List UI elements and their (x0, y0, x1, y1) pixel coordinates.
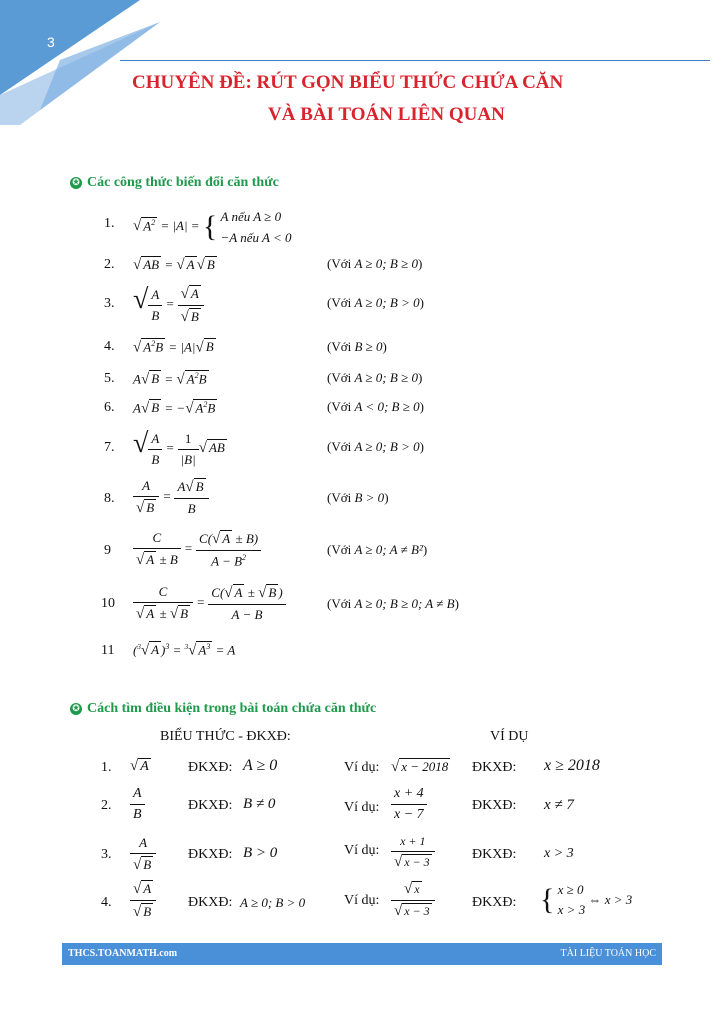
condition-6: (Với A < 0; B ≥ 0) (327, 399, 424, 414)
formula-4: √ $A^2B = |A|√$ B (133, 339, 214, 356)
footer-site-link[interactable]: THCS.TOANMATH.com (68, 948, 178, 959)
row-num: 2. (101, 798, 112, 813)
row-num: 3. (101, 847, 112, 862)
page-number: 3 (47, 34, 55, 50)
formula-num: 1. (104, 216, 115, 231)
condition-10: (Với A ≥ 0; B ≥ 0; A ≠ B) (327, 596, 459, 611)
formula-8: $\frac{A}{√ B}$ = $\frac{A√ B}{B}$ (133, 478, 209, 517)
condition-8: (Với B > 0) (327, 490, 389, 505)
expr-2: $\frac{A}{B}$ (130, 786, 145, 823)
dkxd-label: ĐKXĐ: (472, 760, 517, 775)
dkxd-2: B ≠ 0 (243, 796, 276, 812)
formula-9: $\frac{C}{√ A \pm B}$ = $\frac{C(√ A \pm B)}{A - B^2}$ (133, 530, 261, 569)
column-header-expression: BIỂU THỨC - ĐKXĐ: (160, 729, 291, 744)
dkxd-3: B > 0 (243, 845, 278, 861)
formula-num: 10 (101, 596, 115, 611)
condition-9: (Với A ≥ 0; A ≠ B²) (327, 542, 428, 557)
formula-num: 6. (104, 400, 115, 415)
dkxd-1: A ≥ 0 (243, 757, 278, 774)
case-positive: A nếu A ≥ 0 (220, 209, 282, 224)
dkxd-label: ĐKXĐ: (188, 760, 233, 775)
formula-7: √ $\frac{A}{B}$ = $\frac{1}{|B|}$ √ AB (133, 428, 225, 467)
section2-title: Cách tìm điều kiện trong bài toán chứa căn thức (87, 701, 377, 716)
formula-6: A√ B = −√ $A^2B$ (133, 400, 216, 417)
example-2: $\frac{x + 4}{x - 7}$ (391, 786, 427, 823)
condition-7: (Với A ≥ 0; B > 0) (327, 439, 424, 454)
formula-num: 9 (104, 543, 111, 558)
expr-3: $\frac{A}{√ B}$ (130, 835, 156, 874)
dkxd-label: ĐKXĐ: (472, 847, 517, 862)
example-label: Ví dụ: (344, 800, 380, 815)
example-label: Ví dụ: (344, 893, 380, 908)
example-4: $\frac{√ x}{√ x - 3}$ (391, 881, 435, 920)
formula-11: ($^3$√ A )$^3$ = $^3$√ $A^3 = A$ (133, 642, 236, 659)
dkxd-label: ĐKXĐ: (188, 895, 233, 910)
formula-num: 8. (104, 491, 115, 506)
example-label: Ví dụ: (344, 760, 380, 775)
formula-num: 3. (104, 296, 115, 311)
formula-5: A√ B = √ $A^2B$ (133, 371, 207, 388)
formula-num: 7. (104, 440, 115, 455)
dkxd-label: ĐKXĐ: (472, 895, 517, 910)
formula-num: 4. (104, 339, 115, 354)
footer-bar (62, 943, 662, 965)
footer-tagline: TÀI LIỆU TOÁN HỌC (560, 948, 656, 959)
formula-2: √ AB = √ A √ B (133, 257, 215, 273)
bullet-icon: ✪ (70, 177, 82, 189)
section2-heading (70, 701, 376, 717)
example-dkxd-4: { x ≥ 0 x > 3 ⇔ x > 3 (540, 882, 633, 917)
condition-5: (Với A ≥ 0; B ≥ 0) (327, 370, 423, 385)
dkxd-4: A ≥ 0; B > 0 (240, 895, 306, 910)
row-num: 1. (101, 760, 112, 775)
row-num: 4. (101, 895, 112, 910)
header-rule (120, 60, 710, 61)
condition-3: (Với A ≥ 0; B > 0) (327, 295, 424, 310)
page-title-line1: CHUYÊN ĐỀ: RÚT GỌN BIỂU THỨC CHỨA CĂN (132, 72, 564, 93)
dkxd-label: ĐKXĐ: (188, 847, 233, 862)
expr-1: √ A (130, 758, 149, 774)
section1-heading (70, 175, 279, 191)
case-negative: −A nếu A < 0 (220, 230, 292, 245)
corner-decoration (0, 0, 170, 125)
example-3: $\frac{x + 1}{√ x - 3}$ (391, 834, 435, 871)
formula-1: √ $A^2 = |A|$ = { A nếu A ≥ 0 −A nếu A < 0 (133, 209, 292, 245)
example-label: Ví dụ: (344, 843, 380, 858)
formula-num: 2. (104, 257, 115, 272)
example-dkxd-1: x ≥ 2018 (544, 757, 600, 774)
section1-title: Các công thức biến đổi căn thức (87, 175, 279, 190)
formula-num: 11 (101, 643, 115, 658)
page-title-line2: VÀ BÀI TOÁN LIÊN QUAN (268, 104, 505, 125)
bullet-icon: ✪ (70, 703, 82, 715)
formula-3: √ $\frac{A}{B}$ = $\frac{√ A}{√ B}$ (133, 284, 204, 326)
condition-2: (Với A ≥ 0; B ≥ 0) (327, 256, 423, 271)
example-dkxd-2: x ≠ 7 (544, 797, 574, 813)
condition-4: (Với B ≥ 0) (327, 339, 387, 354)
formula-10: $\frac{C}{√ A \pm √ B}$ = $\frac{C(√ A \pm √ B )}{A - B}$ (133, 584, 286, 623)
example-dkxd-3: x > 3 (544, 846, 574, 861)
formula-num: 5. (104, 371, 115, 386)
column-header-example: VÍ DỤ (490, 729, 529, 744)
dkxd-label: ĐKXĐ: (472, 798, 517, 813)
expr-4: $\frac{√ A}{√ B}$ (130, 880, 156, 921)
example-1: √ x − 2018 (391, 759, 449, 775)
dkxd-label: ĐKXĐ: (188, 798, 233, 813)
